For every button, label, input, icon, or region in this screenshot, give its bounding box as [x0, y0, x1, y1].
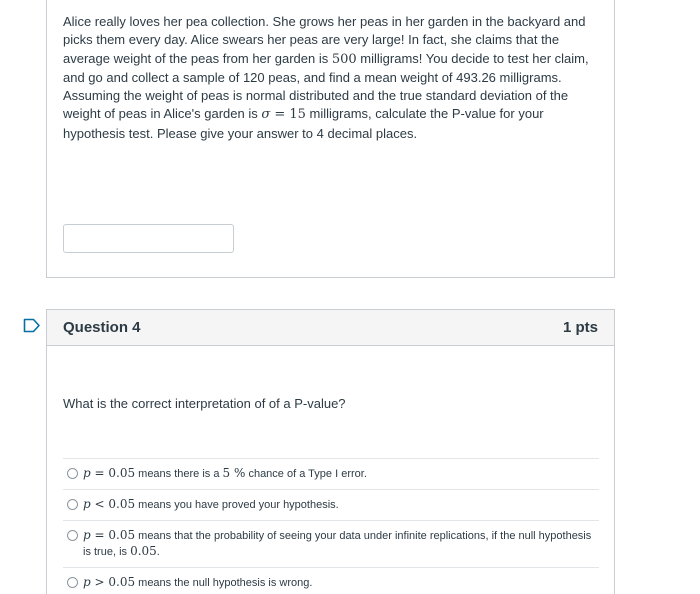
question-4-header	[47, 310, 614, 346]
answer-math	[83, 497, 135, 511]
answer-math	[83, 466, 135, 480]
answer-op: =	[90, 528, 109, 542]
answer-text: means the null hypothesis is wrong.	[135, 577, 313, 589]
question-title: Question 4	[63, 319, 141, 336]
answer-op: <	[90, 497, 109, 511]
answer-text: means that the probability of seeing your data under infinite replications, if the null hypothesis is true, is	[83, 530, 592, 558]
answer-label[interactable]	[83, 499, 339, 511]
answer-op: >	[90, 575, 109, 589]
answer-num-2: 5	[222, 466, 231, 480]
answer-math	[83, 575, 135, 589]
answer-input[interactable]	[63, 224, 234, 253]
q3-claimed-mean: 500	[331, 51, 357, 67]
answer-option[interactable]	[63, 567, 599, 594]
q3-equals: =	[270, 107, 290, 123]
radio-button[interactable]	[67, 499, 78, 510]
answer-label[interactable]	[83, 577, 312, 589]
answer-var: p	[83, 497, 91, 511]
answer-text-2: .	[156, 546, 160, 558]
answer-var: p	[83, 528, 91, 542]
radio-button[interactable]	[67, 530, 78, 541]
answer-var: p	[83, 466, 91, 480]
answer-var: p	[83, 575, 91, 589]
answer-num: 0.05	[108, 497, 136, 511]
q3-text-part-3: milligrams, calculate the P-value for your hypothesis test. Please give your answer to 4 decimal places.	[63, 106, 544, 141]
question-prompt: What is the correct interpretation of of a P-value?	[63, 396, 346, 411]
answer-label[interactable]	[83, 468, 367, 480]
radio-button[interactable]	[67, 577, 78, 588]
answer-text: means there is a	[135, 468, 223, 480]
answer-num: 0.05	[108, 575, 136, 589]
answer-option[interactable]	[63, 520, 599, 567]
answer-percent: %	[230, 466, 246, 480]
radio-button[interactable]	[67, 468, 78, 479]
answer-text: means you have proved your hypothesis.	[135, 499, 339, 511]
question-4	[46, 309, 615, 594]
q3-text-part-2: milligrams! You decide to test her claim, and go and collect a sample of 120 peas, and find a mean weight of 493.26 milligrams. Assuming the weight of peas is normal distributed and the true standard deviation of the weight of peas in Alice's garden is	[63, 50, 589, 122]
q3-sigma-value: 15	[289, 107, 306, 123]
answer-num: 0.05	[108, 528, 136, 542]
answer-text-2: chance of a Type I error.	[245, 468, 367, 480]
answer-options	[63, 458, 599, 594]
q3-text-part-1: Alice really loves her pea collection. She grows her peas in her garden in the backyard and picks them every day. Alice swears her peas are very large! In fact, she claims that the average weight of the peas from her garden is	[63, 14, 586, 66]
question-3-text	[63, 13, 603, 143]
answer-num: 0.05	[108, 466, 136, 480]
q3-sigma-symbol: σ	[261, 107, 271, 123]
answer-op: =	[90, 466, 109, 480]
answer-label[interactable]	[83, 530, 591, 558]
q3-sigma-expression	[261, 107, 306, 122]
answer-math	[83, 528, 135, 542]
answer-option[interactable]	[63, 489, 599, 520]
question-points: 1 pts	[562, 319, 598, 336]
question-3-body	[46, 0, 615, 278]
answer-option[interactable]	[63, 458, 599, 489]
answer-num-2: 0.05	[130, 544, 157, 558]
bookmark-flag-icon[interactable]	[23, 318, 41, 333]
